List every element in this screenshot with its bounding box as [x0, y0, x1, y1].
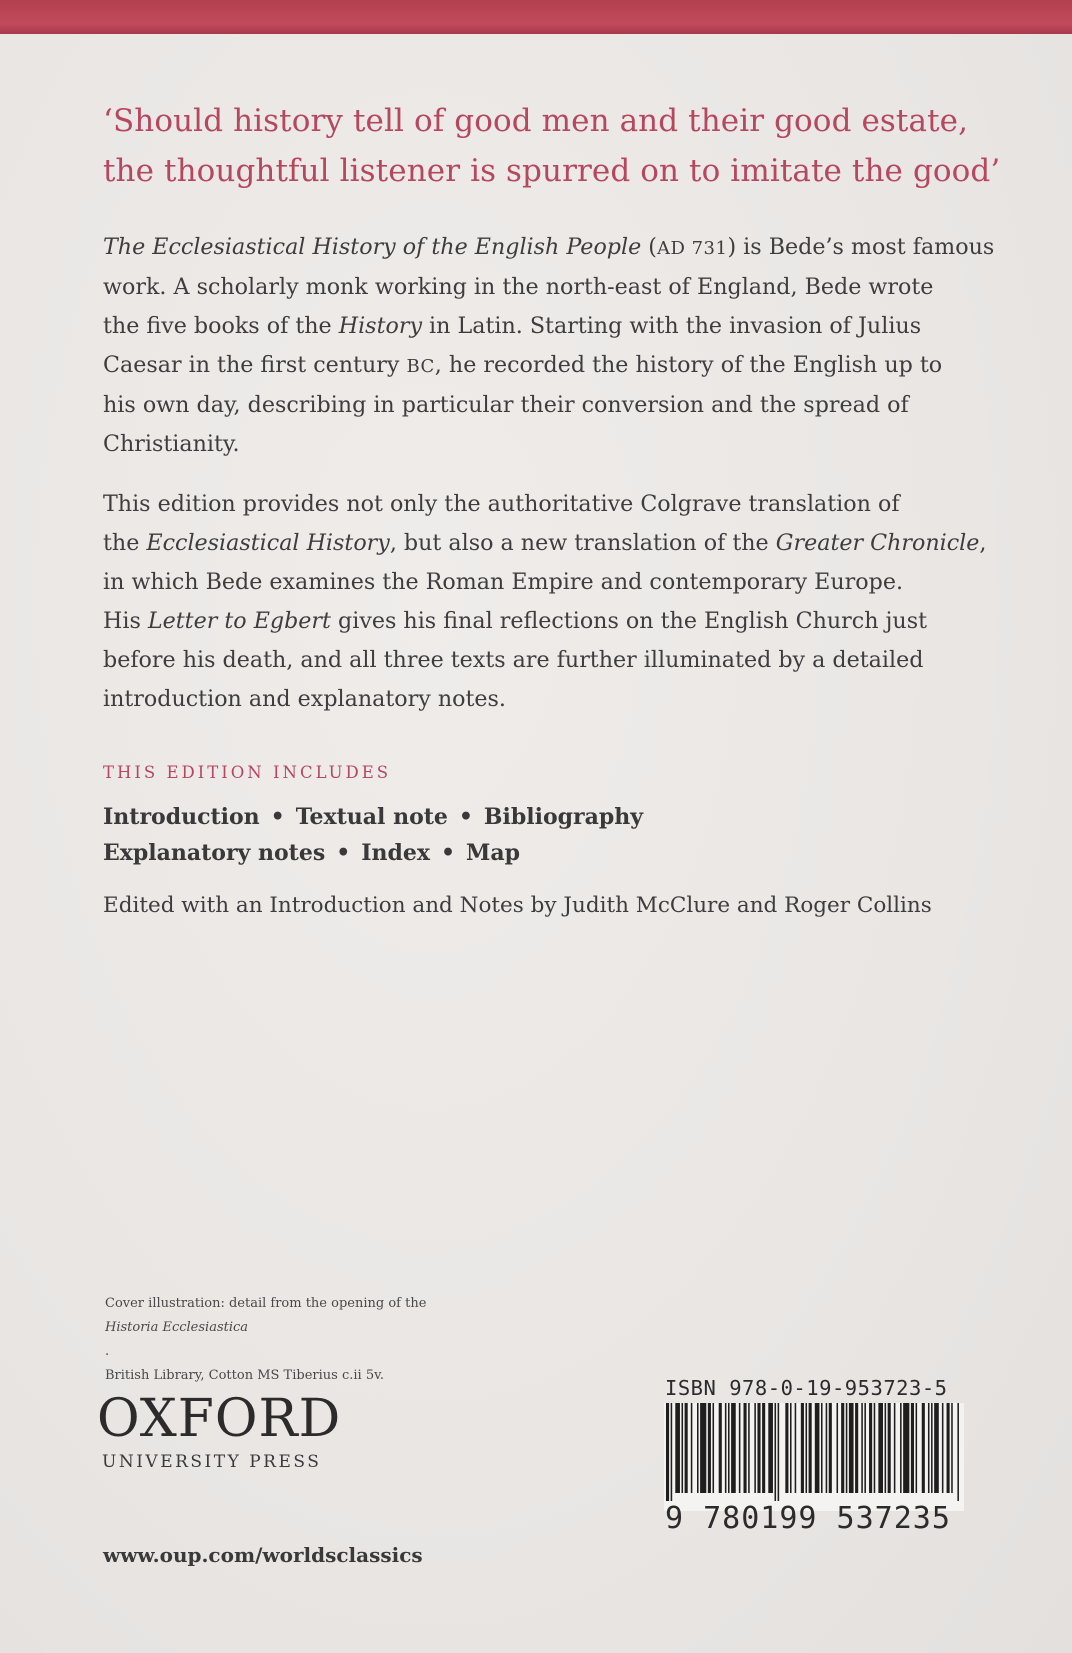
barcode-bar	[785, 1403, 788, 1493]
barcode-bar	[739, 1403, 741, 1493]
barcode-bar	[671, 1403, 673, 1501]
description-paragraph	[103, 228, 1003, 464]
barcode-bar	[682, 1403, 684, 1493]
oxford-logo: OXFORD	[97, 1389, 342, 1449]
barcode-bar	[869, 1403, 872, 1493]
date-text: AD 731	[656, 238, 728, 259]
text-line	[103, 307, 1003, 346]
text-fragment: Cover illustration: detail from the opening of the	[105, 1296, 427, 1311]
barcode-bar	[725, 1403, 727, 1493]
text-line: before his death, and all three texts are further illuminated by a detailed	[103, 647, 924, 673]
barcode-bar	[691, 1403, 693, 1493]
publisher-website: www.oup.com/worldsclassics	[103, 1543, 423, 1567]
barcode-bar	[754, 1403, 756, 1493]
text-line	[103, 524, 1003, 563]
book-title: Greater Chronicle	[775, 530, 980, 556]
text-fragment: , he recorded the history of the English up to	[434, 352, 943, 378]
barcode-bar	[855, 1403, 858, 1493]
text-fragment: the	[103, 530, 147, 556]
includes-item: Textual note	[295, 804, 448, 830]
barcode-bar	[885, 1403, 887, 1493]
oxford-logo-subtitle: UNIVERSITY PRESS	[102, 1452, 322, 1472]
barcode-bar	[731, 1403, 736, 1493]
barcode-bar	[801, 1403, 804, 1493]
bullet-separator: •	[270, 804, 285, 830]
text-line: British Library, Cotton MS Tiberius c.ii 5v.	[105, 1368, 385, 1383]
text-fragment: , but also a new translation of the	[389, 530, 776, 556]
barcode-bar	[957, 1403, 959, 1501]
book-title: Historia Ecclesiastica	[105, 1320, 249, 1335]
barcode-bar	[708, 1403, 711, 1493]
barcode-bar	[846, 1403, 848, 1493]
text-line: Christianity.	[103, 431, 240, 457]
barcode-bar	[837, 1403, 839, 1493]
barcode-bar	[815, 1403, 820, 1493]
barcode-bar	[748, 1403, 750, 1493]
bullet-separator: •	[440, 840, 456, 866]
barcode-bar	[874, 1403, 876, 1493]
text-fragment: His	[103, 608, 148, 634]
text-fragment: ,	[979, 530, 987, 556]
text-line: his own day, describing in particular their conversion and the spread of	[103, 392, 909, 418]
includes-list	[103, 799, 643, 871]
includes-item: Introduction	[103, 804, 260, 830]
barcode-bar	[806, 1403, 808, 1493]
text-line	[103, 346, 1003, 386]
barcode-bar	[903, 1403, 909, 1493]
book-title: Ecclesiastical History	[146, 530, 390, 556]
barcode-bar	[728, 1403, 730, 1493]
barcode-bar	[795, 1403, 797, 1493]
barcode-bar	[878, 1403, 883, 1493]
barcode-bar	[900, 1403, 902, 1493]
barcode-bar	[821, 1403, 823, 1493]
book-title: History	[338, 313, 422, 339]
text-fragment: the five books of the	[103, 313, 339, 339]
text-fragment: ) is Bede’s most famous	[727, 234, 995, 260]
bullet-separator: •	[336, 840, 351, 866]
barcode-bar	[675, 1403, 680, 1493]
includes-row	[103, 799, 643, 835]
barcode-bar	[826, 1403, 828, 1493]
barcode-bar	[951, 1403, 953, 1493]
text-line	[103, 602, 1003, 641]
text-fragment: gives his final reflections on the English Church just	[330, 608, 928, 634]
barcode-bar	[809, 1403, 812, 1493]
text-line: This edition provides not only the authoritative Colgrave translation of	[103, 491, 900, 517]
barcode-bar	[911, 1403, 914, 1493]
includes-item: Index	[361, 840, 431, 866]
cover-top-band	[0, 0, 1072, 34]
barcode-bar	[841, 1403, 844, 1493]
barcode-digits: 9 780199 537235	[665, 1501, 951, 1536]
barcode-bar	[719, 1403, 722, 1493]
text-fragment: (	[641, 234, 657, 260]
barcode-bar	[916, 1403, 918, 1493]
barcode-bar	[685, 1403, 688, 1493]
barcode-bar	[790, 1403, 792, 1493]
includes-row	[103, 835, 643, 871]
isbn-label: ISBN 978-0-19-953723-5	[665, 1376, 948, 1400]
barcode-bar	[942, 1403, 944, 1493]
barcode-bar	[922, 1403, 925, 1493]
editors-credit: Edited with an Introduction and Notes by Judith McClure and Roger Collins	[103, 893, 932, 918]
text-line	[103, 228, 1003, 268]
barcode-bar	[666, 1403, 669, 1501]
cover-illustration-credit	[105, 1292, 426, 1388]
text-fragment: Caesar in the first century	[103, 352, 407, 378]
barcode-bar	[762, 1403, 765, 1493]
barcode-bar	[864, 1403, 866, 1493]
text-line: introduction and explanatory notes.	[103, 686, 506, 712]
pull-quote-line: ‘Should history tell of good men and their good estate,	[103, 103, 969, 139]
text-line: work. A scholarly monk working in the north-east of England, Bede wrote	[103, 274, 934, 300]
text-line: in which Bede examines the Roman Empire and contemporary Europe.	[103, 569, 904, 595]
barcode-bar	[829, 1403, 832, 1493]
pull-quote	[103, 96, 1003, 196]
barcode-bar	[928, 1403, 930, 1493]
barcode-bar	[888, 1403, 891, 1493]
book-title: Letter to Egbert	[147, 608, 331, 634]
includes-item: Bibliography	[483, 804, 644, 830]
text-line	[105, 1292, 426, 1364]
pull-quote-line: the thoughtful listener is spurred on to imitate the good’	[103, 153, 1001, 189]
barcode-bar	[931, 1403, 933, 1493]
barcode-bar	[744, 1403, 747, 1493]
barcode-bar	[697, 1403, 699, 1493]
text-fragment: .	[105, 1344, 110, 1359]
includes-heading: THIS EDITION INCLUDES	[103, 763, 392, 782]
barcode-bar	[700, 1403, 706, 1493]
barcode-bar	[947, 1403, 950, 1493]
description-paragraph	[103, 485, 1003, 719]
includes-item: Map	[466, 840, 521, 866]
book-title: The Ecclesiastical History of the English People	[103, 234, 642, 260]
date-text: BC	[406, 356, 435, 377]
barcode-bar	[757, 1403, 760, 1493]
barcode-bar	[768, 1403, 773, 1493]
text-fragment: in Latin. Starting with the invasion of Julius	[421, 313, 922, 339]
barcode-bars	[664, 1403, 964, 1501]
barcode-bar	[934, 1403, 939, 1493]
barcode-icon	[664, 1403, 964, 1511]
barcode-bar	[713, 1403, 715, 1493]
barcode-bar	[849, 1403, 854, 1493]
barcode-bar	[778, 1403, 780, 1501]
barcode-bar	[861, 1403, 863, 1493]
includes-item: Explanatory notes	[103, 840, 326, 866]
bullet-separator: •	[458, 804, 473, 830]
barcode-bar	[894, 1403, 896, 1493]
barcode-bar	[775, 1403, 777, 1501]
